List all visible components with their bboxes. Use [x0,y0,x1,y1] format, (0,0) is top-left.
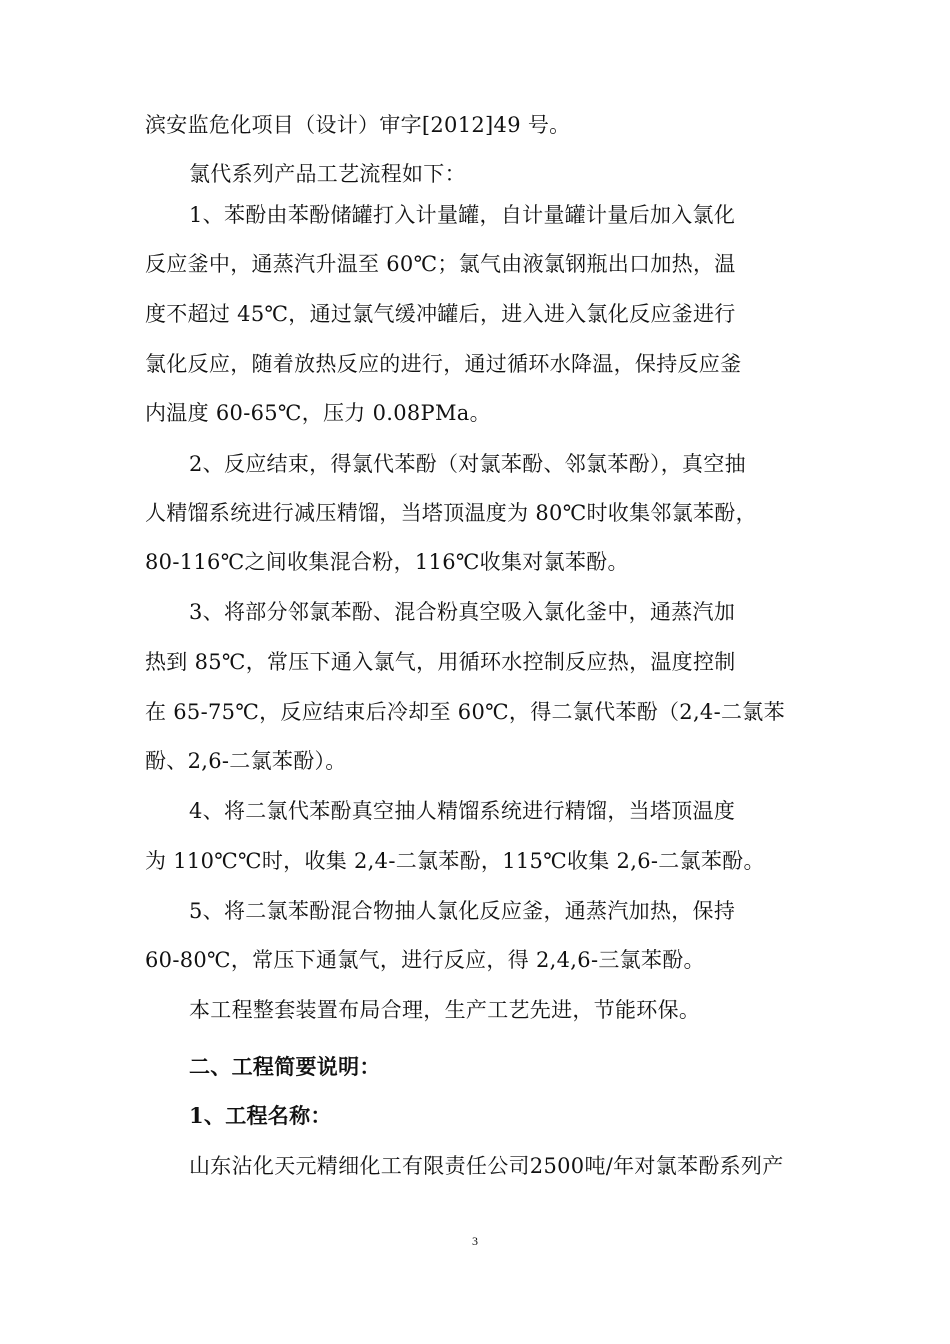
body-line: 氯化反应，随着放热反应的进行，通过循环水降温，保持反应釜 [145,352,742,376]
body-line: 5、将二氯苯酚混合物抽人氯化反应釜，通蒸汽加热，保持 [189,899,736,923]
body-line: 80-116℃之间收集混合粉，116℃收集对氯苯酚。 [145,550,629,574]
section-heading: 二、工程简要说明： [189,1054,381,1079]
body-line: 4、将二氯代苯酚真空抽人精馏系统进行精馏，当塔顶温度 [189,799,736,823]
body-line: 酚、2,6-二氯苯酚）。 [145,749,347,773]
body-line: 氯代系列产品工艺流程如下： [189,162,466,186]
body-line: 为 110℃℃时，收集 2,4-二氯苯酚，115℃收集 2,6-二氯苯酚。 [145,849,765,873]
body-line: 60-80℃，常压下通氯气，进行反应，得 2,4,6-三氯苯酚。 [145,948,705,972]
body-line: 山东沾化天元精细化工有限责任公司2500吨/年对氯苯酚系列产 [189,1154,784,1178]
body-line: 反应釜中，通蒸汽升温至 60℃；氯气由液氯钢瓶出口加热，温 [145,252,736,276]
body-line: 内温度 60-65℃，压力 0.08PMa。 [145,401,491,425]
body-line: 人精馏系统进行减压精馏，当塔顶温度为 80℃时收集邻氯苯酚， [145,501,757,525]
body-line: 3、将部分邻氯苯酚、混合粉真空吸入氯化釜中，通蒸汽加 [189,600,736,624]
subsection-heading: 1、工程名称： [189,1103,332,1128]
body-line: 1、苯酚由苯酚储罐打入计量罐，自计量罐计量后加入氯化 [189,203,736,227]
page-number: 3 [472,1234,478,1248]
body-line: 热到 85℃，常压下通入氯气，用循环水控制反应热，温度控制 [145,650,736,674]
body-line: 2、反应结束，得氯代苯酚（对氯苯酚、邻氯苯酚），真空抽 [189,452,746,476]
body-line: 在 65-75℃，反应结束后冷却至 60℃，得二氯代苯酚（2,4-二氯苯 [145,700,785,724]
body-line: 滨安监危化项目（设计）审字[2012]49 号。 [145,113,571,137]
body-line: 度不超过 45℃，通过氯气缓冲罐后，进入进入氯化反应釜进行 [145,302,736,326]
body-line: 本工程整套装置布局合理，生产工艺先进，节能环保。 [189,998,701,1022]
